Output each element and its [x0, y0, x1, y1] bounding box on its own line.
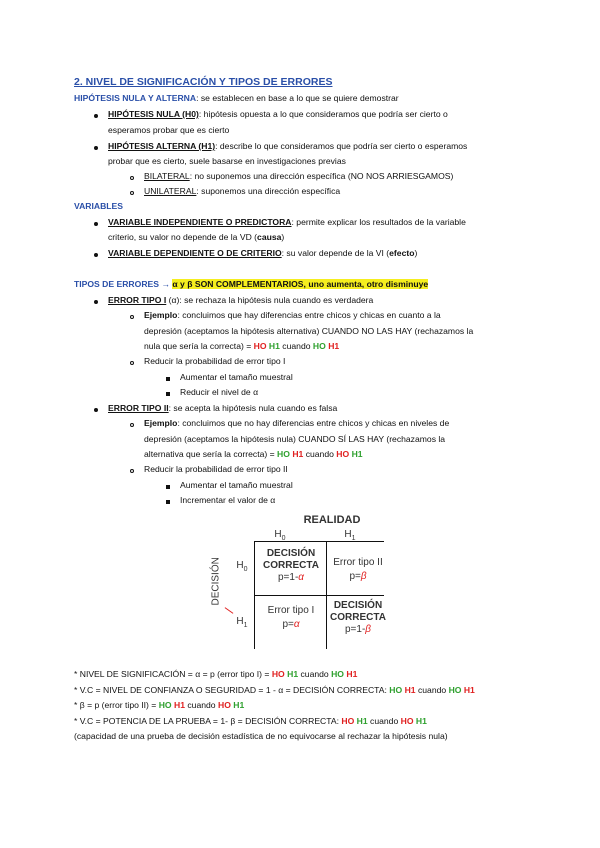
arrow-icon: →: [159, 279, 173, 289]
ho-red: HO: [271, 669, 285, 679]
cell-error-2-p: [328, 570, 388, 584]
circle-bullet-icon: [130, 315, 134, 319]
note-4: [74, 715, 427, 727]
circle-bullet-icon: [130, 469, 134, 473]
note-3: [74, 699, 244, 711]
t1-ejemplo-text3: nula que sería la correcta) =: [144, 341, 254, 351]
circle-bullet-icon: [130, 361, 134, 365]
cuando-text: cuando: [185, 700, 218, 710]
h0-line1: [108, 108, 448, 120]
bilateral-text: : no suponemos una dirección específica (NO NOS ARRIESGAMOS): [189, 171, 454, 181]
t2-reduce-2: Incrementar el valor de α: [180, 495, 276, 505]
cuando-text: cuando: [298, 669, 332, 679]
cell-correct-2-a: DECISIÓN: [333, 600, 383, 611]
t2-ejemplo-line2: depresión (aceptamos la hipótesis nula) CUANDO SÍ LAS HAY (rechazamos la: [144, 434, 446, 444]
square-bullet-icon: [166, 377, 170, 381]
h1-red: H1: [292, 449, 304, 459]
vd-label: VARIABLE DEPENDIENTE O DE CRITERIO: [108, 248, 282, 258]
unilateral-label: UNILATERAL: [144, 186, 197, 196]
t1-reduce-2: Reducir el nivel de α: [180, 387, 259, 397]
ho-green: HO: [389, 685, 403, 695]
t1-reduce: Reducir la probabilidad de error tipo I: [144, 356, 286, 366]
h0-text1: : hipótesis opuesta a lo que consideramos que podría ser cierto o: [198, 109, 448, 119]
t1-reduce-1: Aumentar el tamaño muestral: [180, 372, 293, 382]
h1-green: H1: [268, 341, 280, 351]
alpha-symbol: α: [293, 619, 300, 630]
bilateral-label: BILATERAL: [144, 171, 190, 181]
h1-green: H1: [356, 716, 368, 726]
h1-red: H1: [328, 341, 340, 351]
t2-reduce-1: Aumentar el tamaño muestral: [180, 480, 293, 490]
t2-ejemplo-line3: [144, 448, 363, 460]
error-tipo-1-label: ERROR TIPO I: [108, 295, 167, 305]
cell-error-1-a: Error tipo I: [267, 605, 315, 616]
hipotesis-heading: [74, 92, 399, 104]
error-tipo-1-text: (α): se rechaza la hipótesis nula cuando es verdadera: [166, 295, 374, 305]
cell-correct-2: [328, 600, 388, 636]
cuando-text: cuando: [303, 449, 337, 459]
cell-correct-2-p: [328, 624, 388, 636]
error-tipo-2-label: ERROR TIPO II: [108, 403, 169, 413]
h1-red: H1: [404, 685, 416, 695]
vd-line: [108, 247, 417, 259]
t1-ejemplo-line1: [144, 309, 441, 321]
ho-red: HO: [336, 449, 350, 459]
bullet-icon: [94, 114, 98, 118]
unilateral-text: : suponemos una dirección específica: [196, 186, 341, 196]
hipotesis-head: HIPÓTESIS NULA Y ALTERNA: [74, 93, 197, 103]
h1-green: H1: [351, 449, 363, 459]
errores-head: TIPOS DE ERRORES: [74, 279, 159, 289]
page-title: 2. NIVEL DE SIGNIFICACIÓN Y TIPOS DE ERRORES: [74, 76, 333, 88]
table-middle-hrule: [254, 595, 384, 596]
bullet-icon: [94, 222, 98, 226]
errores-heading: [74, 278, 428, 290]
cell-error-1-p: [256, 618, 326, 632]
variables-heading: VARIABLES: [74, 201, 124, 211]
note-2-text: * V.C = NIVEL DE CONFIANZA O SEGURIDAD = 1 - α = DECISIÓN CORRECTA:: [74, 685, 390, 695]
note-1-text: * NIVEL DE SIGNIFICACIÓN = α = p (error tipo I) =: [74, 669, 272, 679]
ho-red: HO: [253, 341, 267, 351]
cell-correct-1: [256, 548, 326, 584]
cuando-text: cuando: [367, 716, 401, 726]
t1-ejemplo-line3: [144, 340, 339, 352]
note-5: (capacidad de una prueba de decisión estadística de no equivocarse al rechazar la hipótesis nula): [74, 731, 448, 741]
ho-red: HO: [400, 716, 414, 726]
bullet-icon: [94, 146, 98, 150]
square-bullet-icon: [166, 485, 170, 489]
realidad-label: REALIDAD: [303, 514, 361, 526]
cuando-text: cuando: [279, 341, 313, 351]
square-bullet-icon: [166, 500, 170, 504]
cell-correct-1-a: DECISIÓN: [266, 548, 316, 559]
vi-causa: causa: [257, 232, 282, 242]
hipotesis-head-rest: : se establecen en base a lo que se quiere demostrar: [196, 93, 399, 103]
vi-text2a: criterio, su valor no depende de la VD (: [108, 232, 258, 242]
h1-red: H1: [463, 685, 475, 695]
h1-green: H1: [415, 716, 427, 726]
decision-axis-label: DECISIÓN: [210, 557, 222, 606]
vi-line1: [108, 216, 466, 228]
row-h1: $H_1$: [236, 616, 248, 629]
vd-text-a: : su valor depende de la VI (: [281, 248, 390, 258]
ho-green: HO: [312, 341, 326, 351]
beta-symbol: β: [360, 571, 367, 582]
bullet-icon: [94, 300, 98, 304]
cuando-text: cuando: [415, 685, 449, 695]
note-3-text: * β = p (error tipo II) =: [74, 700, 159, 710]
h1-text1: : describe lo que consideramos que podría ser cierto o esperamos: [215, 141, 468, 151]
h1-green: H1: [287, 669, 299, 679]
t2-ejemplo-label: Ejemplo: [144, 418, 178, 428]
t2-ejemplo-text1: : concluimos que no hay diferencias entre chicos y chicas en niveles de: [177, 418, 450, 428]
vi-line2: [108, 231, 284, 243]
error-tipo-2-line: [108, 402, 337, 414]
bullet-icon: [94, 253, 98, 257]
table-top-rule: [254, 541, 384, 542]
vd-text-c: ): [414, 248, 418, 258]
beta-symbol: β: [365, 624, 371, 635]
h1-green: H1: [233, 700, 245, 710]
circle-bullet-icon: [130, 191, 134, 195]
t1-ejemplo-label: Ejemplo: [144, 310, 178, 320]
ho-green: HO: [277, 449, 290, 459]
h0-line2: esperamos probar que es cierto: [108, 125, 230, 135]
p-text: p=1-: [278, 572, 299, 583]
cell-correct-1-p: [256, 572, 326, 584]
t1-ejemplo-text1: : concluimos que hay diferencias entre chicos y chicas en cuanto a la: [177, 310, 441, 320]
ho-green: HO: [158, 700, 172, 710]
ho-green: HO: [331, 669, 344, 679]
cell-correct-1-b: CORRECTA: [263, 560, 319, 571]
cell-error-1: [256, 604, 326, 632]
p-text: p=: [282, 619, 294, 630]
vi-label: VARIABLE INDEPENDIENTE O PREDICTORA: [108, 217, 292, 227]
cell-error-2-a: Error tipo II: [333, 557, 383, 568]
h1-red: H1: [346, 669, 358, 679]
ho-red: HO: [341, 716, 355, 726]
cell-error-2: [328, 556, 388, 584]
unilateral-line: [144, 185, 340, 197]
t2-ejemplo-line1: [144, 417, 449, 429]
circle-bullet-icon: [130, 423, 134, 427]
vi-text2c: ): [281, 232, 285, 242]
ho-green: HO: [448, 685, 462, 695]
p-text: p=1-: [344, 624, 366, 635]
col-h1: $H_1$: [344, 529, 356, 542]
t2-ejemplo-text3: alternativa que sería la correcta) =: [144, 449, 278, 459]
vd-efecto: efecto: [389, 248, 415, 258]
h0-label: HIPÓTESIS NULA (H0): [108, 109, 199, 119]
h1-line1: [108, 140, 467, 152]
decision-table-figure: [208, 512, 388, 652]
t1-ejemplo-line2: depresión (aceptamos la hipótesis alternativa) CUANDO NO LAS HAY (rechazamos la: [144, 326, 474, 336]
error-tipo-1-line: [108, 294, 373, 306]
row-h0: $H_0$: [236, 560, 248, 573]
note-1: [74, 668, 357, 680]
h1-label: HIPÓTESIS ALTERNA (H1): [108, 141, 216, 151]
ho-red: HO: [217, 700, 231, 710]
error-tipo-2-text: : se acepta la hipótesis nula cuando es falsa: [168, 403, 338, 413]
h1-red: H1: [174, 700, 185, 710]
red-mark-icon: [225, 607, 234, 614]
complementarios-highlight: α y β SON COMPLEMENTARIOS, uno aumenta, otro disminuye: [172, 279, 429, 289]
p-text: p=: [349, 571, 361, 582]
note-2: [74, 684, 475, 696]
h1-line2: probar que es cierto, suele basarse en investigaciones previas: [108, 156, 346, 166]
bilateral-line: [144, 170, 453, 182]
circle-bullet-icon: [130, 176, 134, 180]
col-h0: $H_0$: [274, 529, 286, 542]
cell-correct-2-b: CORRECTA: [330, 612, 386, 623]
alpha-symbol: α: [298, 572, 304, 583]
vi-text1: : permite explicar los resultados de la variable: [291, 217, 466, 227]
t2-reduce: Reducir la probabilidad de error tipo II: [144, 464, 288, 474]
square-bullet-icon: [166, 392, 170, 396]
bullet-icon: [94, 408, 98, 412]
note-4-text: * V.C = POTENCIA DE LA PRUEBA = 1- β = DECISIÓN CORRECTA:: [74, 716, 342, 726]
